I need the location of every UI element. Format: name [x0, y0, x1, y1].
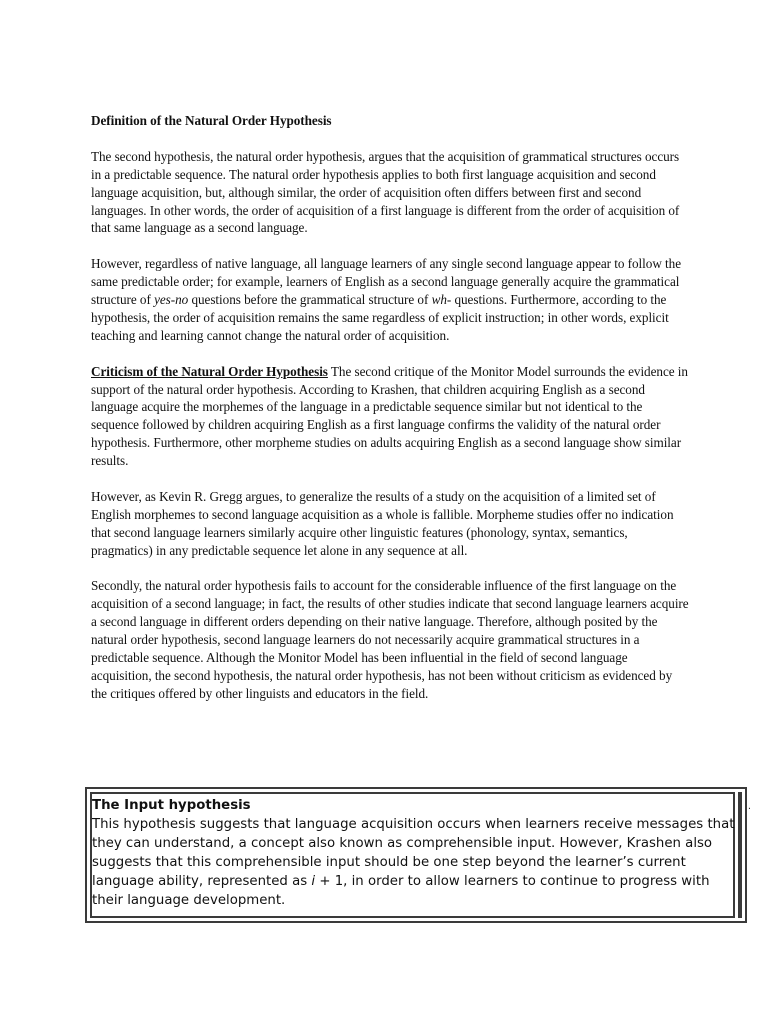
text-span: questions before the grammatical structure of [188, 292, 432, 308]
text-span: + 1, in order to allow learners to continue to progress with their language development. [92, 874, 710, 908]
heading-definition: Definition of the Natural Order Hypothesis [91, 113, 332, 128]
document-body [91, 112, 691, 721]
paragraph-first-language-influence: Secondly, the natural order hypothesis fails to account for the considerable influence of the first language on the acquisition of a second language; in fact, the results of other studies indicate that second language learners acquire a second language in different orders depending on their native language. Therefore, although posited by the natural order hypothesis, second language learners do not necessarily acquire grammatical structures in a predictable sequence. Although the Monitor Model has been influential in the field of second language acquisition, the second hypothesis, the natural order hypothesis, has not been without criticism as evidenced by the critiques offered by other linguists and educators in the field. [91, 578, 689, 701]
box-edge-mark: . [747, 801, 751, 812]
text-span: However, regardless of native language, all language learners of any single second language appear to follow the same predictable order; for example, learners of English as a second language generally acquire the grammatical structure of [91, 256, 682, 308]
text-span: This hypothesis suggests that language acquisition occurs when learners receive messages that they can understand, a concept also known as comprehensible input. However, Krashen also suggests that this comprehensible input should be one step beyond the learner’s current language ability, represented as [92, 817, 735, 889]
paragraph-gregg: However, as Kevin R. Gregg argues, to generalize the results of a study on the acquisition of a limited set of English morphemes to second language acquisition as a whole is fallible. Morpheme studies offer no indication that second language learners similarly acquire other linguistic features (phonology, syntax, semantics, pragmatics) in any predictable sequence let alone in any sequence at all. [91, 488, 674, 558]
paragraph-predictable-order [91, 255, 691, 345]
text-span: The second critique of the Monitor Model surrounds the evidence in support of the natural order hypothesis. According to Krashen, that children acquiring English as a second language acquire the morphemes of the language in a predictable sequence similar but not identical to the sequence followed by children acquiring English as a first language confirms the validity of the natural order hypothesis. Furthermore, other morpheme studies on adults acquiring English as a second language show similar results. [91, 363, 688, 469]
term-yes-no: yes-no [154, 292, 189, 308]
paragraph-natural-order-intro: The second hypothesis, the natural order hypothesis, argues that the acquisition of grammatical structures occurs in a predictable sequence. The natural order hypothesis applies to both first language acquisition and second language acquisition, but, although similar, the order of acquisition often differs between first and second languages. In other words, the order of acquisition of a first language is different from the order of acquisition of that same language as a second language. [91, 148, 680, 236]
input-hypothesis-title: The Input hypothesis [92, 798, 251, 813]
paragraph-criticism [91, 363, 691, 470]
heading-criticism: Criticism of the Natural Order Hypothesis [91, 363, 328, 379]
input-hypothesis-box [85, 787, 751, 923]
term-i: i [311, 874, 316, 889]
text-span: questions. Furthermore, according to the hypothesis, the order of acquisition remains the same regardless of explicit instruction; in other words, explicit teaching and learning cannot change the natural order of acquisition. [91, 292, 669, 343]
section-heading-natural-order [91, 112, 691, 130]
input-hypothesis-body [92, 815, 737, 910]
term-wh: wh- [431, 292, 452, 308]
input-hypothesis-text [92, 796, 737, 910]
box-right-bar [738, 792, 742, 918]
